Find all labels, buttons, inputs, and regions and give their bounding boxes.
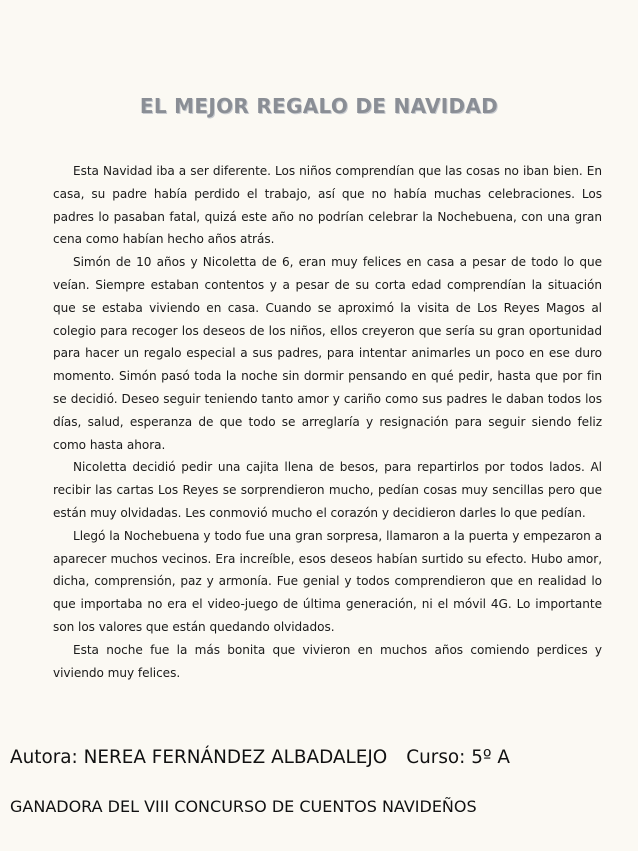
award-line: GANADORA DEL VIII CONCURSO DE CUENTOS NAVIDEÑOS (10, 797, 477, 816)
story-body (53, 160, 602, 684)
author-line (10, 747, 626, 768)
paragraph: Esta noche fue la más bonita que vivieron en muchos años comiendo perdices y viviendo muy felices. (53, 642, 602, 680)
author-name: Autora: NEREA FERNÁNDEZ ALBADALEJO (10, 747, 388, 768)
story-title: EL MEJOR REGALO DE NAVIDAD (139, 94, 499, 118)
course-label: Curso: 5º A (406, 747, 511, 768)
paragraph: Simón de 10 años y Nicoletta de 6, eran muy felices en casa a pesar de todo lo que veían. Siempre estaban contentos y a pesar de su corta edad comprendían la situación que se estaba viviendo en casa. Cuando se aproximó la visita de Los Reyes Magos al colegio para recoger los deseos de los niños, ellos creyeron que sería su gran oportunidad para hacer un regalo especial a sus padres, para intentar animarles un poco en ese duro momento. Simón pasó toda la noche sin dormir pensando en qué pedir, hasta que por fin se decidió. Deseo seguir teniendo tanto amor y cariño como sus padres le daban todos los días, salud, esperanza de que todo se arreglaría y resignación para seguir siendo feliz como hasta ahora. (53, 255, 602, 452)
paragraph: Esta Navidad iba a ser diferente. Los niños comprendían que las cosas no iban bien. En casa, su padre había perdido el trabajo, así que no había muchas celebraciones. Los padres lo pasaban fatal, quizá este año no podrían celebrar la Nochebuena, con una gran cena como habían hecho años atrás. (53, 164, 602, 247)
paragraph: Llegó la Nochebuena y todo fue una gran sorpresa, llamaron a la puerta y empezaron a aparecer muchos vecinos. Era increíble, esos deseos habían surtido su efecto. Hubo amor, dicha, comprensión, paz y armonía. Fue genial y todos comprendieron que en realidad lo que importaba no era el video-juego de última generación, ni el móvil 4G. Lo importante son los valores que están quedando olvidados. (53, 528, 602, 634)
paragraph: Nicoletta decidió pedir una cajita llena de besos, para repartirlos por todos lados. Al recibir las cartas Los Reyes se sorprendieron mucho, pedían cosas muy sencillas pero que están muy olvidadas. Les conmovió mucho el corazón y decidieron darles lo que pedían. (53, 460, 602, 520)
